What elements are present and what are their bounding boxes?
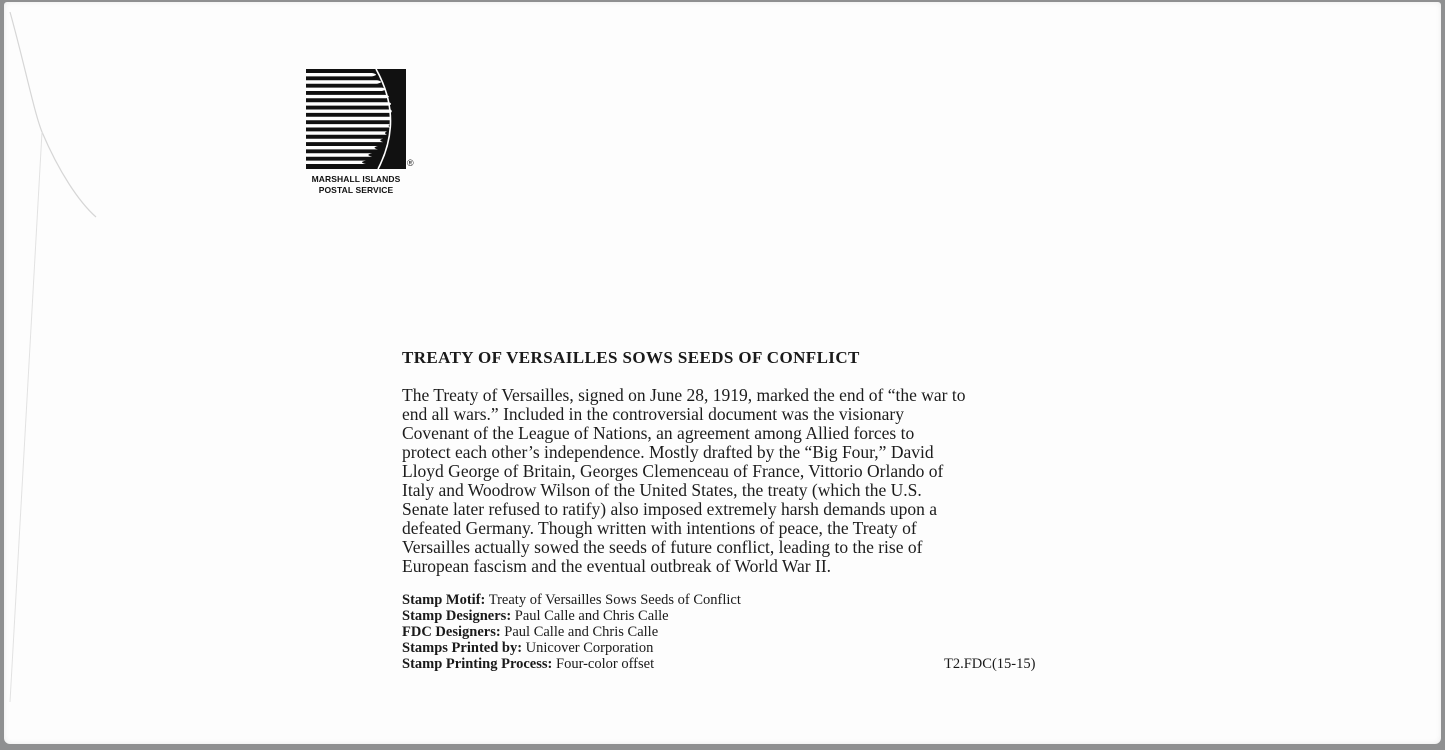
body-line: Versailles actually sowed the seeds of future conflict, leading to the rise of — [402, 537, 923, 557]
body-line: Lloyd George of Britain, Georges Clemenceau of France, Vittorio Orlando of — [402, 461, 944, 481]
envelope-flap-edge — [4, 2, 124, 722]
org-name-line-2: POSTAL SERVICE — [318, 185, 394, 195]
credit-printed-by — [402, 640, 902, 656]
org-name-line-1: MARSHALL ISLANDS — [311, 174, 401, 184]
registered-mark: ® — [407, 158, 414, 168]
body-line: European fascism and the eventual outbreak of World War II. — [402, 556, 832, 576]
marshall-islands-sail-logo — [306, 69, 406, 169]
credit-value: Treaty of Versailles Sows Seeds of Conflict — [488, 592, 741, 608]
stamp-credits — [402, 592, 902, 672]
body-line: Senate later refused to ratify) also imposed extremely harsh demands upon a — [402, 499, 938, 519]
body-line: defeated Germany. Though written with intentions of peace, the Treaty of — [402, 518, 917, 538]
postal-service-name — [300, 174, 412, 196]
body-paragraph — [402, 386, 1072, 576]
credit-label: Stamp Printing Process: — [402, 656, 553, 672]
credit-value: Paul Calle and Chris Calle — [504, 624, 659, 640]
body-line: protect each other’s independence. Mostly drafted by the “Big Four,” David — [402, 442, 934, 462]
body-line: end all wars.” Included in the controversial document was the visionary — [402, 404, 904, 424]
credit-printing-process — [402, 656, 902, 672]
body-line: Covenant of the League of Nations, an agreement among Allied forces to — [402, 423, 915, 443]
credit-stamp-motif — [402, 592, 902, 608]
credit-stamp-designers — [402, 608, 902, 624]
fdc-code: T2.FDC(15-15) — [944, 656, 1036, 672]
page-title: TREATY OF VERSAILLES SOWS SEEDS OF CONFLICT — [402, 348, 860, 367]
credit-value: Four-color offset — [556, 656, 655, 672]
credit-label: Stamp Designers: — [402, 608, 512, 624]
body-line: Italy and Woodrow Wilson of the United States, the treaty (which the U.S. — [402, 480, 922, 500]
body-line: The Treaty of Versailles, signed on June 28, 1919, marked the end of “the war to — [402, 385, 966, 405]
credit-label: FDC Designers: — [402, 624, 501, 640]
credit-value: Paul Calle and Chris Calle — [514, 608, 669, 624]
credit-value: Unicover Corporation — [525, 640, 654, 656]
credit-fdc-designers — [402, 624, 902, 640]
credit-label: Stamps Printed by: — [402, 640, 523, 656]
credit-label: Stamp Motif: — [402, 592, 486, 608]
